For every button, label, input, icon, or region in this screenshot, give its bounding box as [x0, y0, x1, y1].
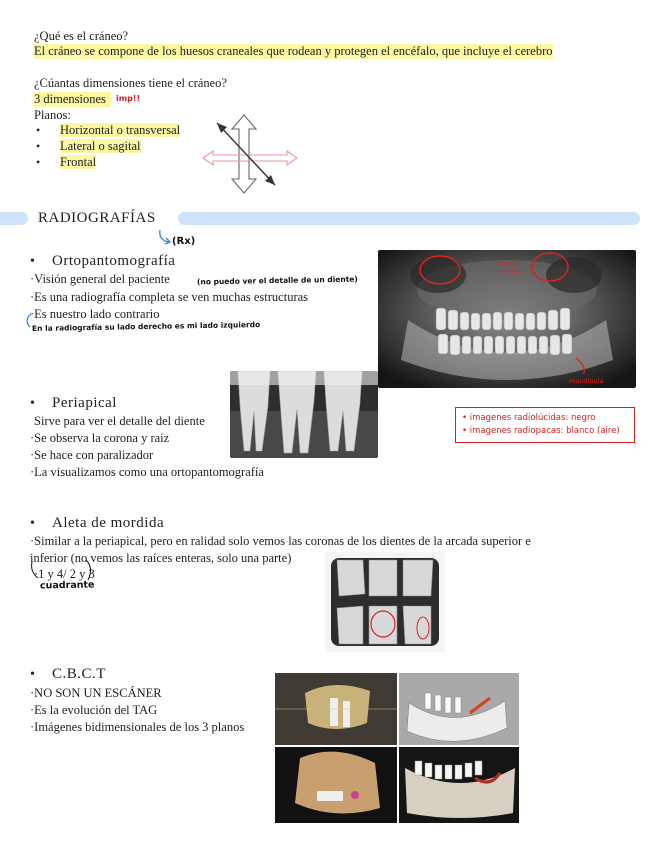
bullet: • — [30, 516, 35, 531]
periapical-xray-image — [230, 371, 378, 458]
plane-item: • Horizontal o transversal — [36, 123, 180, 139]
important-note: imp!! — [116, 94, 141, 103]
ortopantomografia-title: Ortopantomografía — [52, 253, 176, 269]
question-what-is-cranium: ¿Qué es el cráneo? — [34, 29, 129, 43]
planes-arrows-drawing — [195, 113, 305, 195]
curved-arrow-icon — [156, 228, 172, 246]
section-title-radiografias: RADIOGRAFÍAS — [38, 210, 156, 226]
bullet: • — [30, 254, 35, 269]
sinus-label: senos maxilares — [492, 260, 524, 275]
orto-line: ·Es nuestro lado contrario — [30, 307, 160, 321]
cbct-line: ·Imágenes bidimensionales de los 3 planos — [30, 720, 245, 734]
cbct-line: ·Es la evolución del TAG — [30, 703, 158, 717]
banner-left-bar — [0, 212, 28, 225]
bitewing-xray-image — [325, 552, 445, 652]
legend-item: • imagenes radiolúcidas: negro — [462, 413, 596, 423]
aleta-line: ·Similar a la periapical, pero en ralidad solo vemos las coronas de los dientes de la arcada superior e — [30, 534, 531, 548]
quadrant-note: cuadrante — [39, 579, 95, 592]
plane-item: • Lateral o sagital — [36, 139, 180, 155]
mandible-label: mandíbula — [569, 377, 604, 385]
aleta-title: Aleta de mordida — [52, 515, 165, 531]
plane-item: • Frontal — [36, 155, 180, 171]
banner-right-bar — [178, 212, 640, 225]
orto-note-sides: En la radiografía su lado derecho es mi lado izquierdo — [31, 320, 261, 333]
radiolucency-legend-box — [455, 407, 635, 443]
orto-note-detail: (no puedo ver el detalle de un diente) — [196, 274, 358, 287]
aleta-line: ·1 y 4/ 2 y 3 — [34, 567, 95, 581]
legend-item: • imagenes radiopacas: blanco (aire) — [462, 426, 620, 436]
planes-list — [36, 123, 180, 171]
periapical-line: ·Se observa la corona y raíz — [30, 431, 170, 445]
rx-note: (Rx) — [171, 235, 196, 248]
orto-line: ·Visión general del paciente — [30, 272, 170, 286]
question-dimensions: ¿Cúantas dimensiones tiene el cráneo? — [34, 76, 227, 90]
cbct-image-grid — [275, 673, 519, 823]
periapical-line: ·La visualizamos como una ortopantomografía — [30, 465, 264, 479]
orto-line: ·Es una radiografía completa se ven muchas estructuras — [30, 290, 309, 304]
answer-cranium: El cráneo se compone de los huesos craneales que rodean y protegen el encéfalo, que incluye el cerebro — [34, 44, 553, 58]
bullet: • — [30, 667, 35, 682]
bullet: • — [30, 396, 35, 411]
planes-label: Planos: — [34, 108, 71, 122]
periapical-title: Periapical — [52, 395, 117, 411]
aleta-line: inferior (no vemos las raíces enteras, solo una parte) — [30, 551, 292, 565]
periapical-line: Sirve para ver el detalle del diente — [34, 414, 205, 428]
periapical-line: ·Se hace con paralizador — [30, 448, 154, 462]
cbct-line: ·NO SON UN ESCÁNER — [30, 686, 162, 700]
answer-dimensions: 3 dimensiones — [34, 92, 111, 107]
cbct-title: C.B.C.T — [52, 666, 106, 682]
